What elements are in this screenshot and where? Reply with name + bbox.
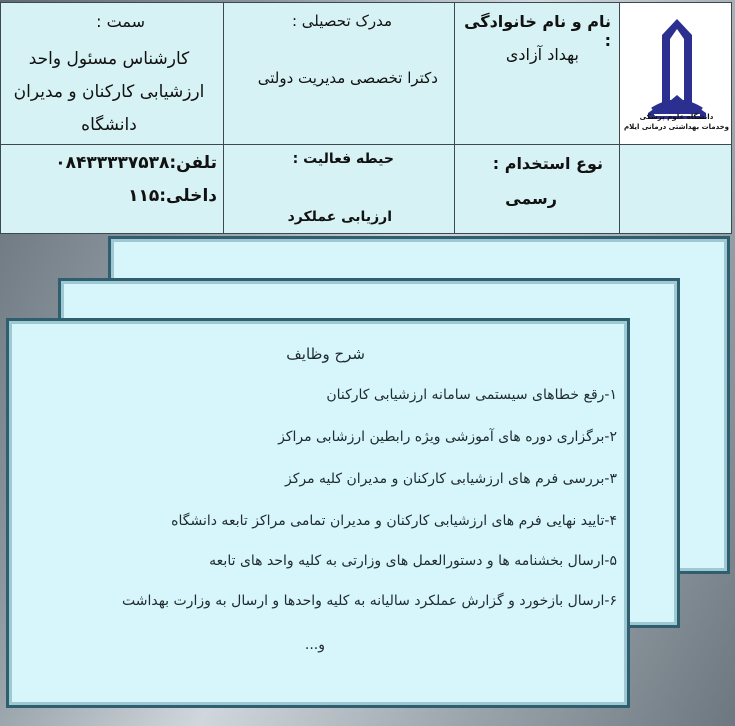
activity-field-label: حیطه فعالیت : (292, 151, 394, 167)
name-label: نام و نام خانوادگی : (464, 12, 611, 50)
logo-caption-1: دانشگاه علوم پزشکی (639, 113, 714, 121)
duty-item: ۴-تایید نهایی فرم های ارزشیابی کارکنان و مدیران تمامی مراکز تابعه دانشگاه (171, 513, 617, 529)
duty-item: ۳-بررسی فرم های ارزشیابی کارکنان و مدیران کلیه مرکز (284, 471, 617, 487)
logo-caption-2: وخدمات بهداشتی درمانی ایلام (623, 123, 730, 131)
duties-more: و... (304, 637, 325, 653)
name-value: بهداد آزادی (505, 45, 579, 64)
duty-item: ۵-ارسال بخشنامه ها و دستورالعمل های وزارتی به کلیه واحد های تابعه (209, 553, 617, 569)
position-value: کارشناس مسئول واحد ارزشیابی کارکنان و مدیران دانشگاه (13, 49, 205, 135)
position-label: سمت : (96, 12, 145, 31)
degree-label: مدرک تحصیلی : (291, 12, 392, 30)
logo-cell (619, 2, 732, 145)
employment-value: رسمی (505, 189, 557, 208)
degree-cell (223, 2, 455, 145)
employment-label: نوع استخدام : (492, 154, 603, 173)
position-cell (0, 2, 224, 145)
degree-value: دکترا تخصصی مدیریت دولتی (257, 69, 438, 87)
duties-page (6, 318, 630, 708)
name-cell (454, 2, 620, 145)
duties-content (9, 321, 627, 705)
duties-title: شرح وظایف (286, 345, 365, 363)
contact-cell (0, 144, 224, 234)
empty-cell (619, 144, 732, 234)
phone-extension: داخلی:۱۱۵ (128, 186, 217, 206)
duty-item: ۶-ارسال بازخورد و گزارش عملکرد سالیانه به کلیه واحدها و ارسال به وزارت بهداشت (121, 593, 617, 609)
activity-field-value: ارزیابی عملکرد (287, 209, 392, 225)
duty-item: ۲-برگزاری دوره های آموزشی ویژه رابطین ارزشابی مراکز (278, 429, 617, 445)
duty-item: ۱-رقع خطاهای سیستمی سامانه ارزشیابی کارکنان (326, 387, 617, 403)
employment-cell (454, 144, 620, 234)
activity-field-cell (223, 144, 455, 234)
phone-number: تلفن:۰۸۴۳۳۳۳۷۵۳۸ (55, 153, 217, 173)
